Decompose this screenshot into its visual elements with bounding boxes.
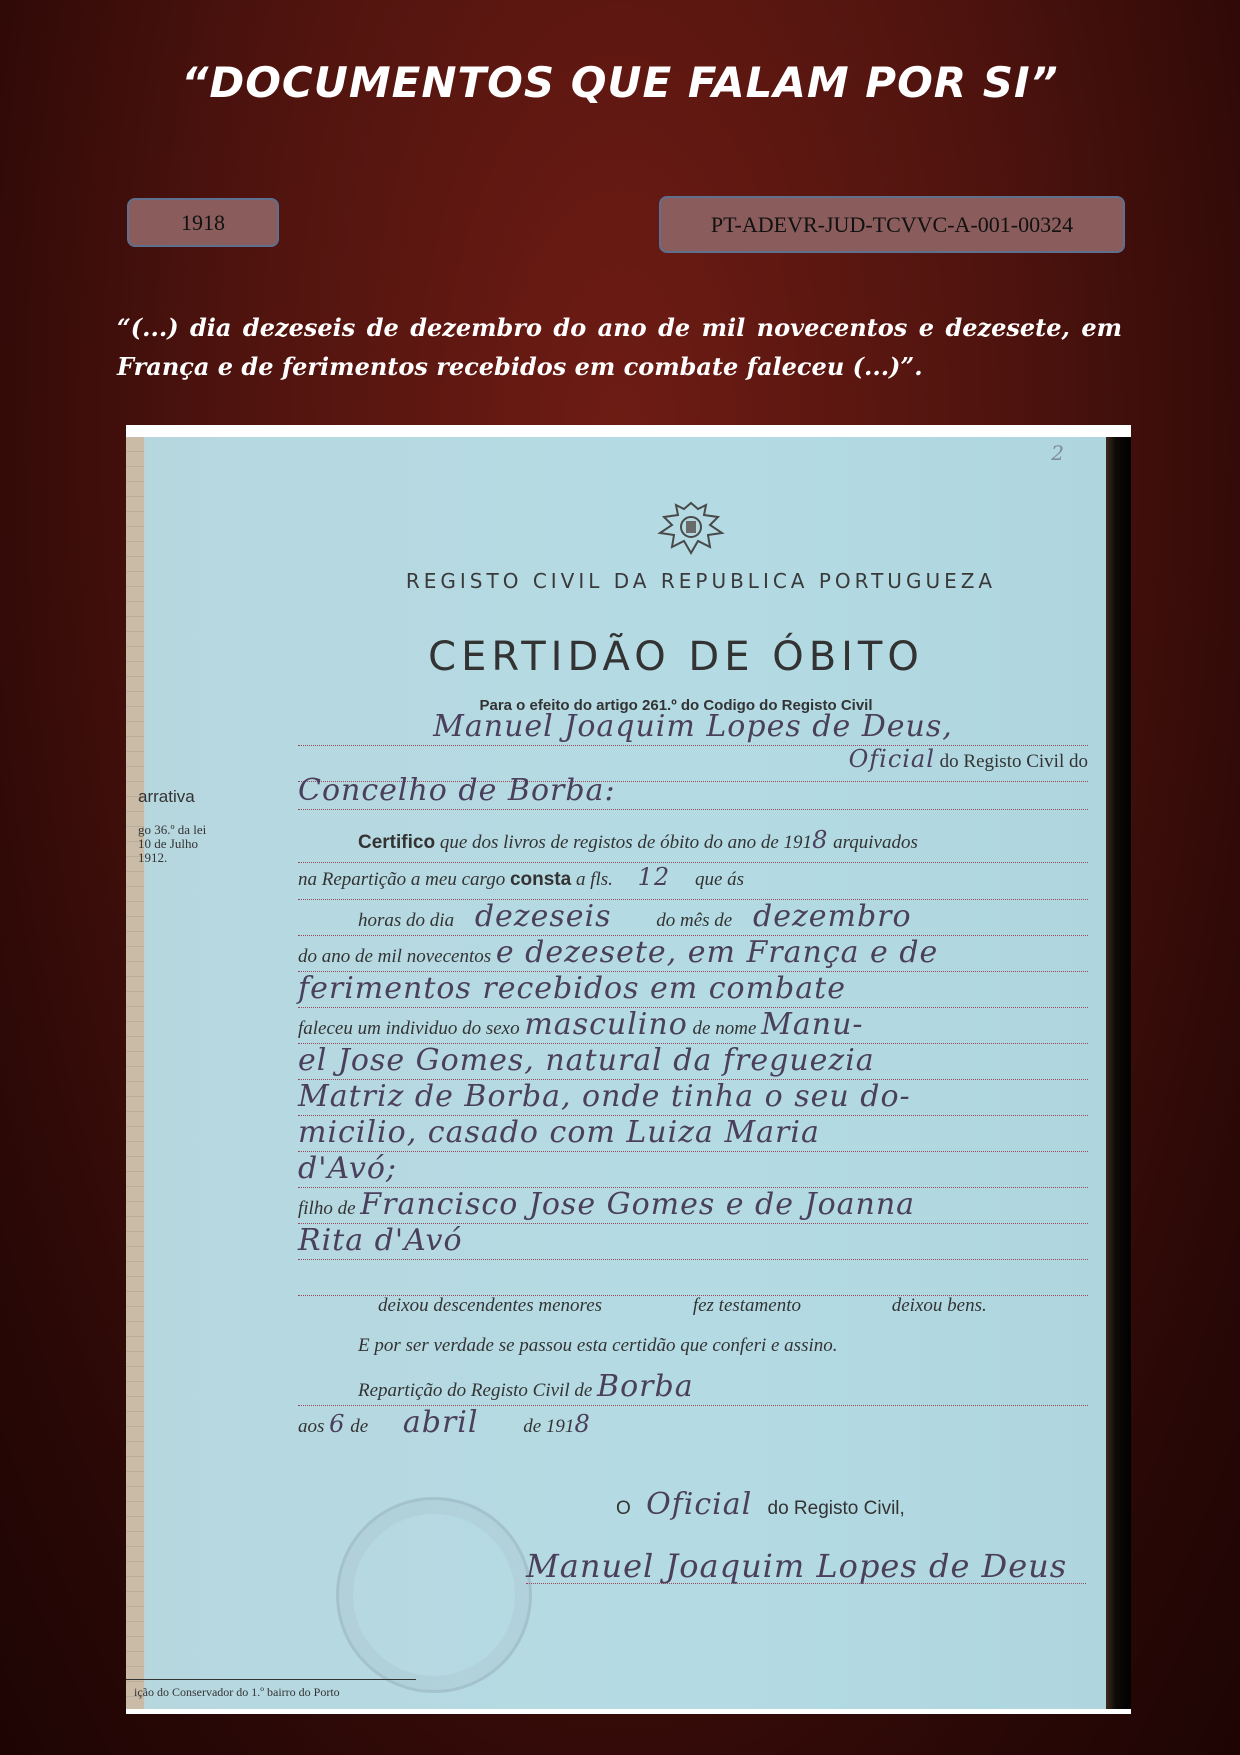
margin-line: 10 de Julho [138, 836, 198, 851]
printed-text: de nome [692, 1018, 757, 1039]
handwriting: 8 [812, 826, 829, 854]
printed-text: do Registo Civil, [767, 1498, 905, 1519]
printed-text: do Registo Civil do [939, 751, 1088, 772]
handwriting: micilio, casado com Luiza Maria [298, 1115, 820, 1150]
margin-line: 1912. [138, 850, 168, 865]
handwriting: Francisco Jose Gomes e de Joanna [360, 1187, 916, 1222]
printed-text: deixou bens. [891, 1295, 987, 1316]
paper-shadow-edge [1106, 437, 1131, 1709]
cert-line [298, 1369, 1088, 1406]
cert-line [298, 709, 1088, 746]
cert-line [298, 1151, 1088, 1188]
printed-text: na Repartição a meu cargo [298, 869, 506, 890]
cert-line [298, 1115, 1088, 1152]
printed-text: consta [509, 869, 572, 890]
page-number: 2 [1051, 441, 1064, 465]
cert-line [298, 863, 1088, 900]
reference-badge: PT-ADEVR-JUD-TCVVC-A-001-00324 [659, 196, 1125, 253]
document-image-frame [126, 425, 1131, 1714]
printed-text: aos [298, 1416, 325, 1437]
handwriting: Matriz de Borba, onde tinha o seu do- [298, 1079, 911, 1114]
margin-line: go 36.º da lei [138, 822, 207, 837]
cert-line [298, 899, 1088, 936]
registo-heading: REGISTO CIVIL DA REPUBLICA PORTUGUEZA [405, 569, 997, 593]
printed-text: faleceu um individuo do sexo [298, 1018, 520, 1039]
printed-text: arquivados [833, 832, 918, 853]
printed-text: que ás [694, 869, 745, 890]
cert-line [298, 1043, 1088, 1080]
cert-line [298, 1405, 738, 1441]
handwriting: 6 [329, 1410, 346, 1438]
handwriting: abril [402, 1405, 479, 1440]
printed-text: horas do dia [358, 910, 455, 931]
document-quote: “(...) dia dezeseis de dezembro do ano de mil novecentos e dezesete, em França e de ferimentos recebidos em combate faleceu (...)”. [117, 313, 1122, 381]
cert-line [298, 935, 1088, 972]
cert-line [298, 1079, 1088, 1116]
handwriting: d'Avó; [298, 1151, 398, 1186]
printed-text: do ano de mil novecentos [298, 946, 492, 967]
handwriting: Oficial [646, 1487, 753, 1522]
handwriting: 8 [574, 1410, 591, 1438]
handwriting: Manuel Joaquim Lopes de Deus, [433, 709, 953, 744]
paper-left-edge [126, 437, 144, 1709]
handwriting: Oficial [848, 745, 935, 773]
page-title: “DOCUMENTOS QUE FALAM POR SI” [181, 58, 1059, 107]
cert-line [298, 971, 1088, 1008]
cert-line [298, 1335, 1088, 1371]
signature: Manuel Joaquim Lopes de Deus [526, 1547, 1068, 1585]
printed-text: de [350, 1416, 369, 1437]
cert-line [298, 1223, 1088, 1260]
handwriting: Manu- [761, 1007, 864, 1042]
printed-text: deixou descendentes menores [378, 1295, 603, 1316]
cert-line [298, 1187, 1088, 1224]
certificate-subtitle: Para o efeito do artigo 261.º do Codigo do Registo Civil [479, 697, 873, 714]
printed-text: E por ser verdade se passou esta certidão que conferi e assino. [358, 1335, 838, 1356]
printed-text: O [616, 1498, 631, 1519]
printed-text: do mês de [656, 910, 733, 931]
signature-line [526, 1547, 1086, 1584]
cert-line [298, 773, 1088, 810]
printed-text: que dos livros de registos de óbito do ano de 191 [439, 832, 813, 853]
handwriting: Concelho de Borba: [298, 773, 616, 808]
certificate-title: CERTIDÃO DE ÓBITO [428, 634, 924, 680]
footer-note: ição do Conservador do 1.º bairro do Porto [134, 1685, 340, 1699]
handwriting: 12 [637, 863, 671, 891]
handwriting: Rita d'Avó [298, 1223, 463, 1258]
cert-line [298, 1259, 1088, 1296]
printed-text: fez testamento [692, 1295, 801, 1316]
handwriting: masculino [524, 1007, 688, 1042]
footer-rule [126, 1679, 416, 1680]
handwriting: dezembro [752, 899, 912, 934]
handwriting: Borba [597, 1369, 694, 1404]
embossed-seal [336, 1497, 532, 1693]
handwriting: dezeseis [474, 899, 612, 934]
coat-of-arms-icon [646, 497, 736, 557]
handwriting: el Jose Gomes, natural da freguezia [298, 1043, 875, 1078]
printed-text: a fls. [575, 869, 613, 890]
handwriting: e dezesete, em França e de [495, 935, 939, 970]
death-certificate [126, 437, 1106, 1709]
margin-heading: arrativa [138, 787, 195, 806]
margin-note [138, 787, 248, 865]
printed-text: Repartição do Registo Civil de [358, 1380, 593, 1401]
cert-line [616, 1487, 1016, 1523]
cert-line [298, 1007, 1088, 1044]
year-badge: 1918 [127, 198, 279, 247]
cert-line [298, 826, 1088, 863]
printed-text: filho de [298, 1198, 356, 1219]
printed-text: de 191 [523, 1416, 575, 1437]
printed-text: Certifico [358, 832, 436, 853]
handwriting: ferimentos recebidos em combate [298, 971, 846, 1006]
cert-line [298, 1295, 1088, 1331]
